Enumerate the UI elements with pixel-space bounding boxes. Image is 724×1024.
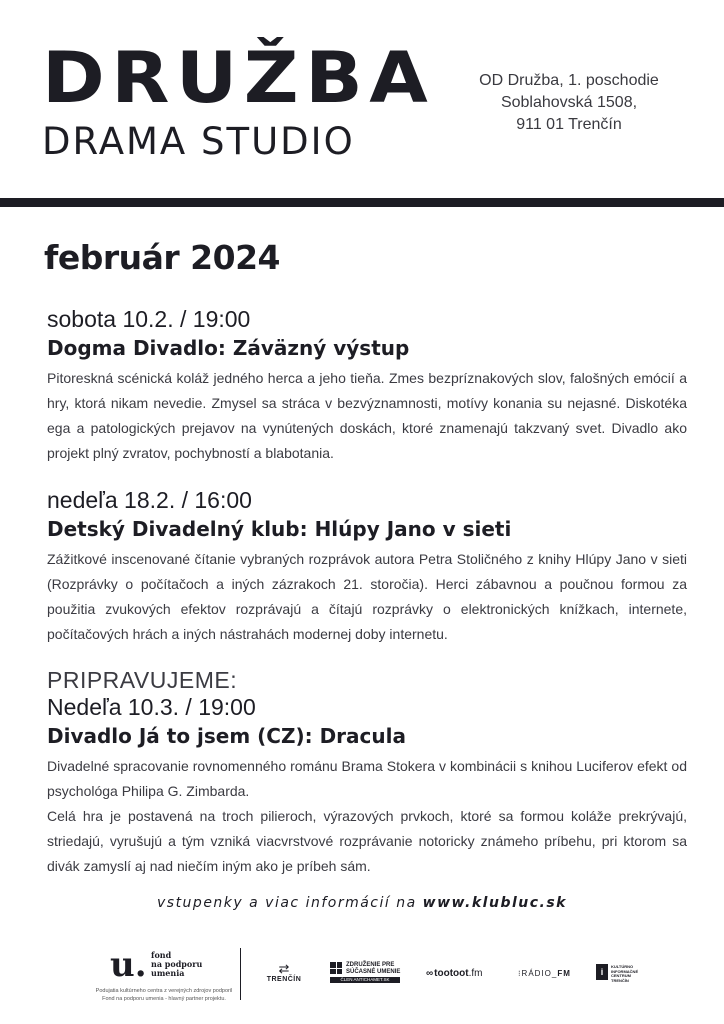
event-description: Zážitkové inscenované čítanie vybraných rozprávok autora Petra Stoličného z knihy Hlúpy Jano v sieti (Rozprávky o počítačoch a iných zázrakoch 21. storočia). Herci zábavnou a poučnou formou za použitia zvukových efektov rozprávajú a čítajú rozprávky o elektronických knížkach, internete, počítačových hrách a iných nástrahách modernej doby internetu.	[47, 551, 687, 642]
fpu-note-line: Podujatia kultúrneho centra z verejných zdrojov podporil	[95, 988, 233, 994]
upcoming-event	[47, 667, 687, 879]
tickets-url-link[interactable]: www.klubluc.sk	[422, 895, 567, 911]
radio-icon: ⁝	[518, 969, 522, 978]
fpu-name-line: na podporu	[151, 959, 203, 969]
zsu-name	[346, 962, 400, 975]
fpu-mark: u.	[110, 945, 147, 985]
radio-prefix: RÁDIO_	[521, 969, 558, 978]
event-date: sobota 10.2. / 19:00	[47, 306, 251, 332]
kic-name-line: CENTRUM	[611, 973, 631, 978]
trencin-label: TRENČÍN	[266, 976, 302, 983]
event-item	[47, 305, 687, 466]
address-line-3: 911 01 Trenčín	[516, 116, 622, 133]
zsu-strip: ČLEN ANTICHAMET.SK	[330, 977, 400, 983]
logo-title: DRUŽBA	[42, 37, 435, 119]
venue-address	[454, 70, 684, 136]
logo-subtitle: DRAMA STUDIO	[42, 120, 355, 163]
fpu-name-line: fond	[151, 950, 172, 960]
event-date: nedeľa 18.2. / 16:00	[47, 487, 252, 513]
kic-name-line: KULTÚRNO	[611, 964, 634, 969]
header-divider-bar	[0, 198, 724, 207]
info-icon: i	[596, 964, 608, 980]
tickets-text: vstupenky a viac informácií na	[156, 895, 423, 911]
zsu-grid-icon	[330, 962, 342, 974]
upcoming-label: PRIPRAVUJEME:	[47, 667, 238, 693]
footer-divider	[240, 948, 241, 1000]
fpu-note-line: Fond na podporu umenia - hlavný partner projektu.	[102, 996, 226, 1002]
fpu-support-note	[84, 987, 244, 1003]
kic-name-line: TRENČÍN	[611, 977, 629, 983]
month-heading: február 2024	[44, 238, 281, 277]
event-description: Divadelné spracovanie rovnomenného románu Brama Stokera v kombinácii s knihou Luciferov efekt od psychológa Philipa G. Zimbarda.	[47, 758, 687, 799]
arrows-icon: ⇄	[278, 961, 290, 976]
trencin-logo	[266, 962, 302, 983]
event-title: Dogma Divadlo: Záväzný výstup	[47, 336, 410, 360]
program-list	[47, 305, 687, 899]
zsu-name-line: ZDRUŽENIE PRE	[346, 962, 395, 968]
event-title: Divadlo Já to jsem (CZ): Dracula	[47, 724, 406, 748]
radio-fm-logo	[518, 969, 571, 978]
event-description-continued: Celá hra je postavená na troch pilieroch, výrazových prvkoch, ktoré sa formou koláže prekrývajú, striedajú, vyrušujú a tým vzniká viacvrstvové rozprávanie notoricky známeho príbehu, pri ktorom sa divák zamyslí aj nad niečím iným ako je príbeh sám.	[47, 808, 687, 874]
radio-suffix: FM	[557, 969, 571, 978]
address-line-2: Soblahovská 1508,	[500, 94, 638, 111]
logo	[42, 37, 435, 163]
event-description: Pitoreskná scénická koláž jedného herca a jeho tieňa. Zmes bezpríznakových slov, falošných emócií a hry, ktorá nikam nevedie. Zmysel sa stráca v bezvýznamnosti, motívy konania su nejasné. Diskotéka ega a patologických prejavov na vynútených doskách, ktoré znamenajú takzvaný svet. Divadlo ako projekt plný zvratov, pochybností a blabotania.	[47, 370, 687, 461]
event-item	[47, 486, 687, 647]
fpu-name-line: umenia	[151, 968, 185, 978]
address-line-1: OD Družba, 1. poschodie	[479, 72, 659, 89]
sponsors-footer	[0, 942, 724, 1012]
event-date: Nedeľa 10.3. / 19:00	[47, 694, 256, 720]
fpu-name	[151, 951, 211, 978]
tickets-info	[0, 895, 724, 911]
tootoot-logo	[426, 968, 482, 979]
zsu-name-line: SÚČASNÉ UMENIE	[346, 968, 401, 975]
tootoot-suffix: .fm	[468, 968, 483, 979]
tootoot-label: tootoot	[434, 968, 469, 979]
kic-name-line: INFORMAČNÉ	[611, 968, 639, 974]
tootoot-icon: ∞	[426, 968, 434, 979]
kic-name	[611, 965, 638, 983]
event-title: Detský Divadelný klub: Hlúpy Jano v sieti	[47, 517, 512, 541]
